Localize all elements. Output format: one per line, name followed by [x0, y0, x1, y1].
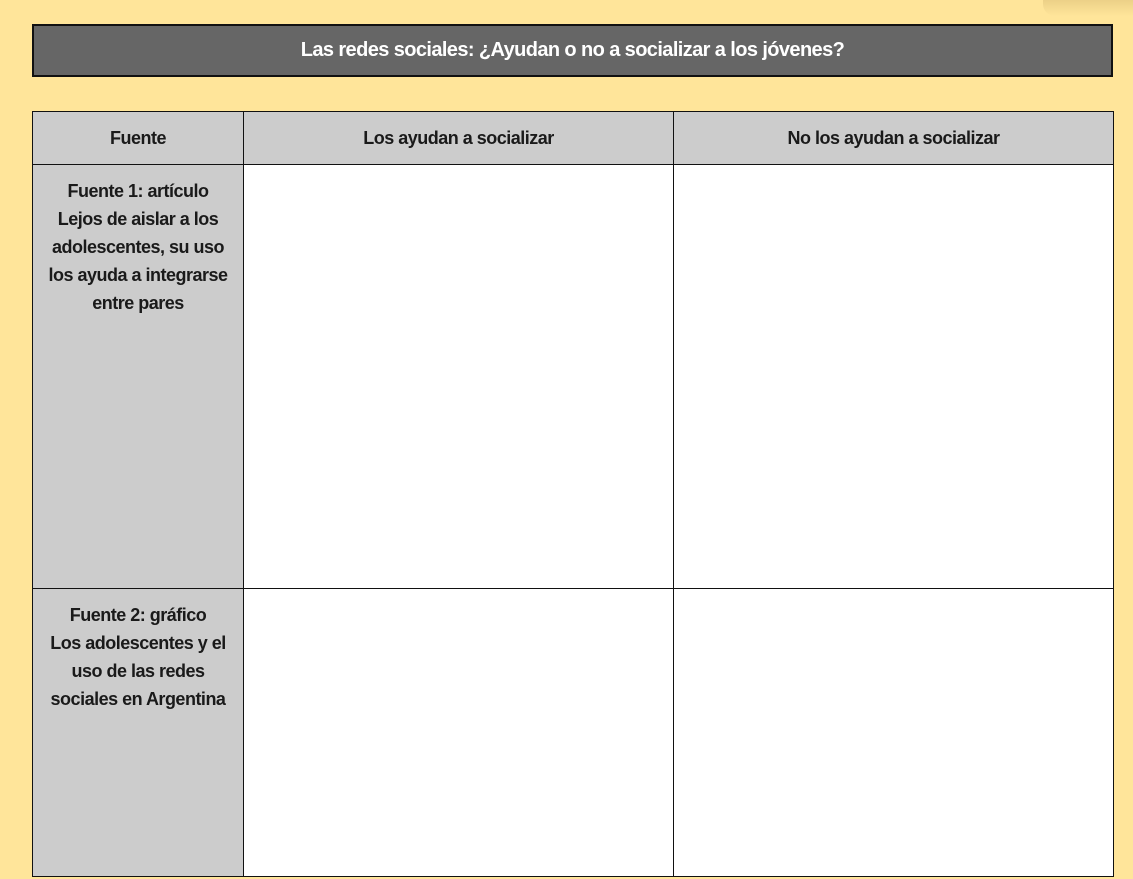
sources-comparison-table [32, 111, 1114, 877]
answer-cell-does-not-help-2[interactable] [674, 589, 1114, 877]
answer-cell-helps-1[interactable] [244, 165, 674, 589]
table-header-row [33, 112, 1114, 165]
worksheet-title: Las redes sociales: ¿Ayudan o no a socializar a los jóvenes? [300, 39, 845, 61]
source-title: Los adolescentes y el uso de las redes sociales en Argentina [50, 633, 226, 709]
table-row [33, 589, 1114, 877]
table-row [33, 165, 1114, 589]
source-heading: Fuente 1: artículo [67, 181, 209, 201]
source-cell-1 [33, 165, 244, 589]
source-heading: Fuente 2: gráfico [69, 605, 207, 625]
column-header-helps: Los ayudan a socializar [244, 112, 674, 165]
answer-cell-helps-2[interactable] [244, 589, 674, 877]
worksheet-title-bar [32, 24, 1113, 77]
column-header-does-not-help: No los ayudan a socializar [674, 112, 1114, 165]
page-corner-shadow [1043, 0, 1133, 16]
source-cell-2 [33, 589, 244, 877]
answer-cell-does-not-help-1[interactable] [674, 165, 1114, 589]
source-title: Lejos de aislar a los adolescentes, su uso los ayuda a integrarse entre pares [48, 209, 228, 313]
column-header-source: Fuente [33, 112, 244, 165]
